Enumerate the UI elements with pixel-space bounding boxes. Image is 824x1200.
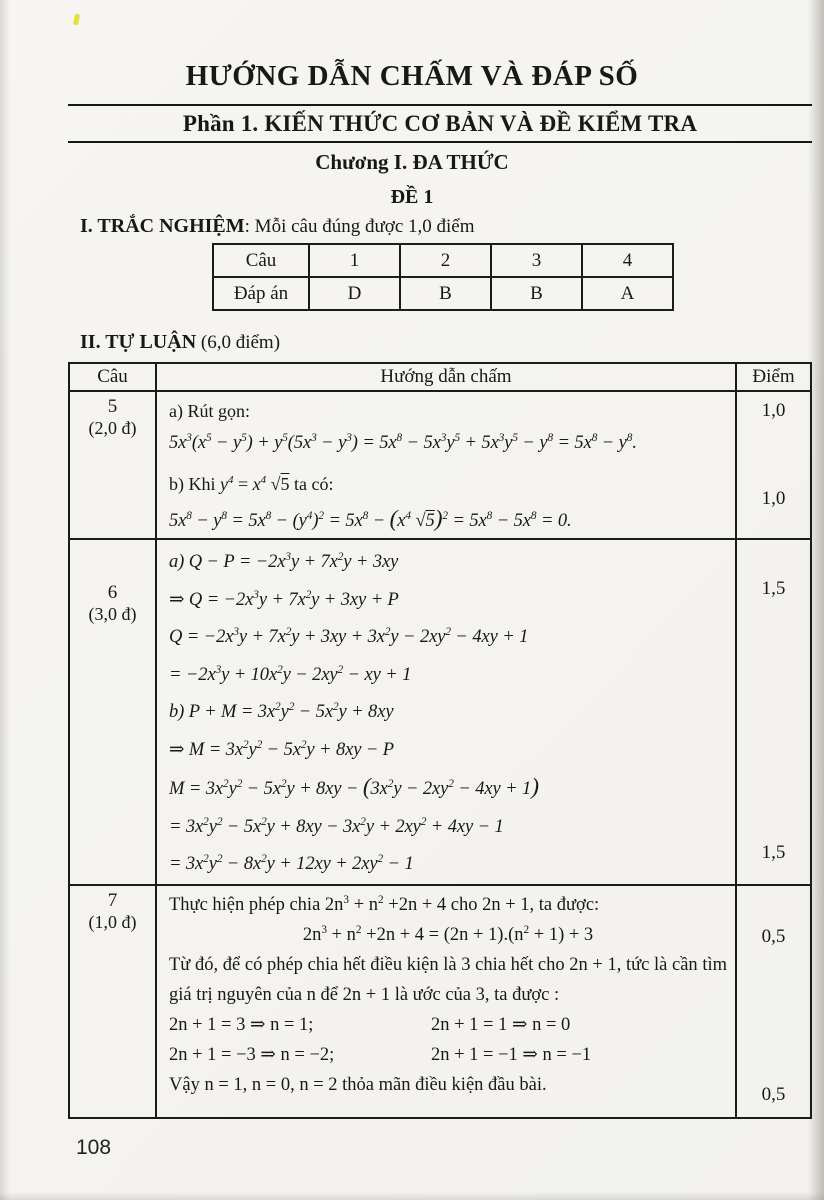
question-number-cell: [69, 391, 156, 539]
question-number: 5: [107, 396, 118, 417]
scan-edge-left: [0, 0, 10, 1200]
part-banner: Phần 1. KIẾN THỨC CƠ BẢN VÀ ĐỀ KIỂM TRA: [68, 104, 812, 143]
table-row: [213, 277, 673, 310]
question-points: (2,0 đ): [88, 418, 137, 438]
solution-cell: [156, 391, 736, 539]
mcq-answer-2: B: [400, 277, 491, 310]
chapter-heading: Chương I. ĐA THỨC: [315, 150, 509, 174]
solution-case-row: [169, 1010, 727, 1040]
solution-line-math: ⇒ $M = 3x^2y^2 - 5x^2y + 8xy - P$: [169, 738, 394, 760]
solution-line: a) Rút gọn:: [169, 401, 250, 421]
section-ii-desc: (6,0 điểm): [196, 332, 281, 353]
page-number: 108: [76, 1136, 112, 1159]
question-number: 6: [107, 582, 118, 603]
essay-col-huongdan: Hướng dẫn chấm: [156, 363, 736, 391]
section-i-label: I. TRẮC NGHIỆM: [80, 215, 245, 237]
table-row-cau-7: [69, 885, 811, 1118]
mcq-answer-4: A: [582, 277, 673, 310]
solution-cell: [156, 539, 736, 885]
section-i-desc: : Mỗi câu đúng được 1,0 điểm: [244, 216, 475, 237]
solution-line-math: $M = 3x^2y^2 - 5x^2y + 8xy - (3x^2y - 2xy^2 - 4xy + 1)$: [169, 774, 539, 800]
scan-edge-bottom: [0, 1192, 824, 1200]
mcq-header-1: 1: [309, 244, 400, 277]
solution-line-math: $5x^3(x^5 - y^5) + y^5(5x^3 - y^3) = 5x^8 - 5x^3y^5 + 5x^3y^5 - y^8 = 5x^8 - y^8$.: [169, 431, 637, 453]
case-left: 2n + 1 = −3 ⇒ n = −2;: [169, 1044, 335, 1065]
question-number: 7: [107, 889, 118, 911]
case-left: 2n + 1 = 3 ⇒ n = 1;: [169, 1014, 314, 1035]
solution-cell: [156, 885, 736, 1118]
question-number-cell: [69, 885, 156, 1118]
mcq-answer-1: D: [309, 277, 400, 310]
question-number-cell: [69, 539, 156, 885]
section-i-heading: [80, 215, 475, 238]
solution-line-math: a) $Q - P = -2x^3y + 7x^2y + 3xy$: [169, 550, 399, 572]
solution-line-math: = $3x^2y^2 - 8x^2y + 12xy + 2xy^2 - 1$: [169, 852, 414, 874]
solution-case-row: [169, 1040, 727, 1070]
mcq-answer-table: [212, 243, 674, 311]
solution-line-math: b) $P + M = 3x^2y^2 - 5x^2y + 8xy$: [169, 700, 394, 722]
score-value: 1,0: [761, 488, 786, 509]
score-cell: [736, 885, 811, 1118]
score-value: 1,5: [761, 842, 786, 863]
solution-line-math: ⇒ $Q = -2x^3y + 7x^2y + 3xy + P$: [169, 588, 399, 610]
mcq-header-2: 2: [400, 244, 491, 277]
score-value: 0,5: [761, 925, 786, 947]
essay-col-cau: Câu: [69, 363, 156, 391]
solution-line-math: $5x^8 - y^8 = 5x^8 - (y^4)^2 = 5x^8 - (x^4$ $√5)^2 = 5x^8 - 5x^8 = 0$.: [169, 506, 572, 532]
page-title: HƯỚNG DẪN CHẤM VÀ ĐÁP SỐ: [185, 60, 639, 92]
score-value: 0,5: [761, 1083, 786, 1105]
solution-line-math: = $3x^2y^2 - 5x^2y + 8xy - 3x^2y + 2xy^2 + 4xy - 1$: [169, 815, 504, 837]
essay-col-diem: Điểm: [736, 363, 811, 391]
mcq-answer-3: B: [491, 277, 582, 310]
table-header-row: [69, 363, 811, 391]
exam-heading: ĐỀ 1: [390, 186, 434, 208]
score-cell: [736, 391, 811, 539]
section-ii-label: II. TỰ LUẬN: [80, 331, 197, 353]
solution-paragraph: Từ đó, để có phép chia hết điều kiện là 3 chia hết cho 2n + 1, tức là cần tìm giá trị nguyên của n để 2n + 1 là ước của 3, ta được :: [169, 954, 727, 1005]
question-points: (3,0 đ): [88, 604, 137, 624]
solution-line-equation: $2n^3 + n^2 +2n + 4 = (2n + 1).(n^2 + 1) + 3$: [302, 923, 594, 945]
solution-conclusion: Vậy n = 1, n = 0, n = 2 thỏa mãn điều kiện đầu bài.: [169, 1074, 547, 1095]
essay-grading-table: [68, 362, 812, 1119]
mcq-header-4: 4: [582, 244, 673, 277]
solution-line-math: = $-2x^3y + 10x^2y - 2xy^2$ − xy + 1: [169, 663, 412, 685]
score-cell: [736, 539, 811, 885]
mcq-header-3: 3: [491, 244, 582, 277]
table-row: [213, 244, 673, 277]
mcq-header-cau: Câu: [213, 244, 309, 277]
section-ii-heading: [80, 331, 280, 354]
solution-line: Thực hiện phép chia $2n^3 + n^2 +2n + 4$ cho 2n + 1, ta được:: [169, 893, 600, 915]
case-right: 2n + 1 = 1 ⇒ n = 0: [431, 1014, 571, 1035]
table-row-cau-6: [69, 539, 811, 885]
mcq-answers-label: Đáp án: [213, 277, 309, 310]
score-value: 1,0: [761, 400, 786, 421]
question-points: (1,0 đ): [88, 911, 137, 932]
solution-line: b) Khi $y^4 = x^4$ √5 ta có:: [169, 474, 334, 494]
score-value: 1,5: [761, 578, 786, 599]
case-right: 2n + 1 = −1 ⇒ n = −1: [431, 1044, 592, 1065]
solution-line-math: $Q = -2x^3y + 7x^2y + 3xy + 3x^2y - 2xy^2 - 4xy + 1$: [169, 625, 529, 647]
scan-artifact: [73, 14, 80, 26]
table-row-cau-5: [69, 391, 811, 539]
